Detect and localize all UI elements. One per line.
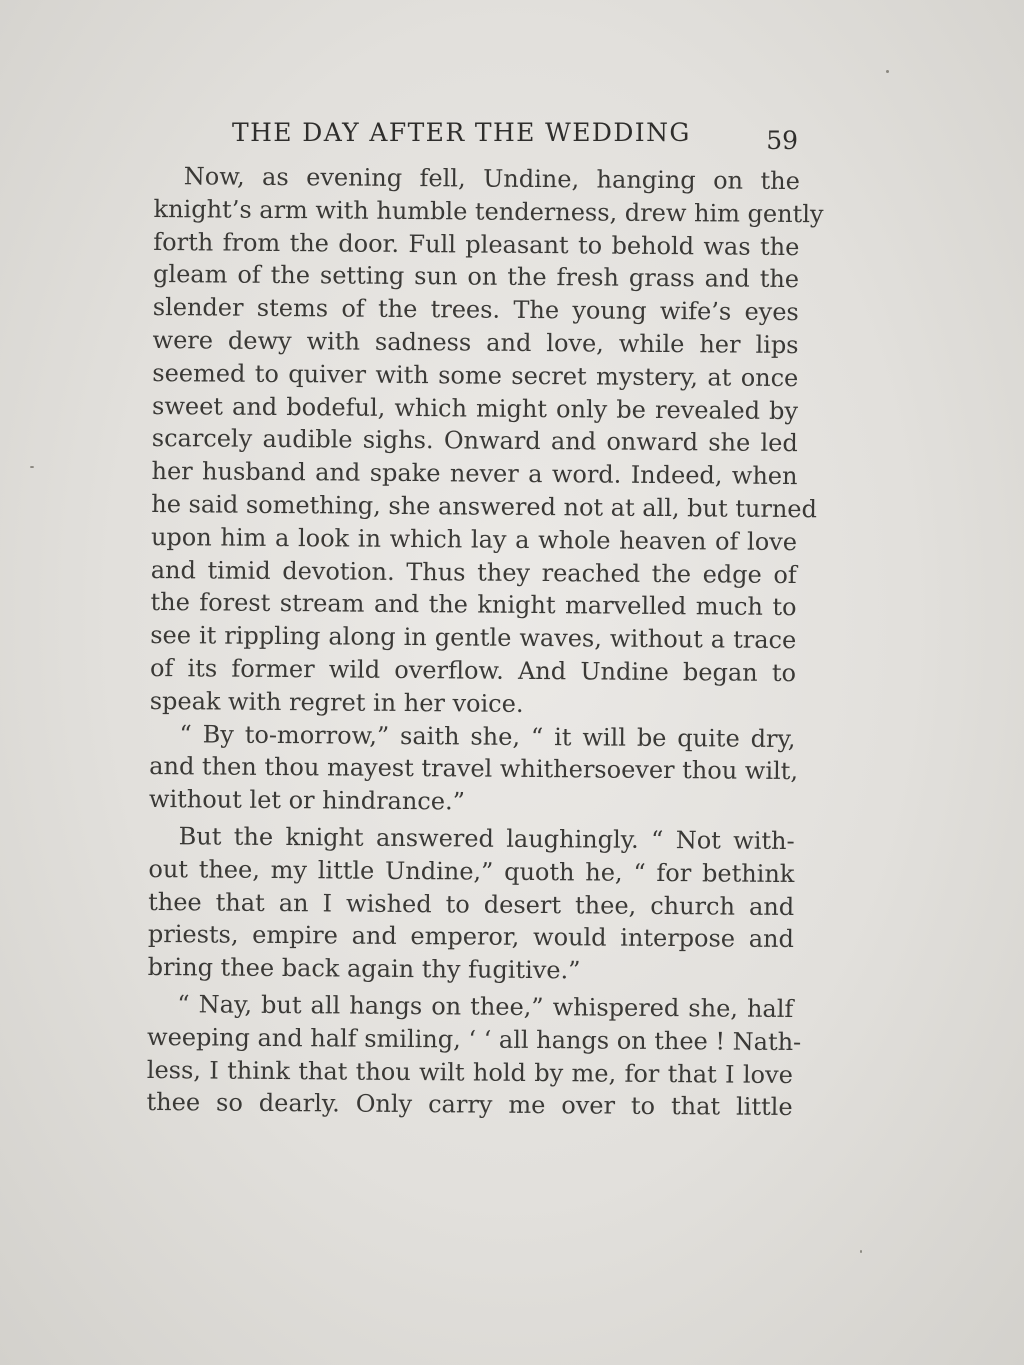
running-head: THE DAY AFTER THE WEDDING [232, 118, 691, 147]
text-line: sweet and bodeful, which might only be revealed by [151, 391, 799, 425]
text-line: “ By to-morrow,” saith she, “ it will be quite dry, [179, 719, 796, 753]
text-line: “ Nay, but all hangs on thee,” whispered she, half [177, 990, 794, 1023]
page-header [232, 118, 804, 158]
text-line: and then thou mayest travel whithersoever thou wilt, [149, 752, 799, 786]
text-line: gleam of the setting sun on the fresh grass and the [152, 260, 800, 294]
text-line: thee that an I wished to desert thee, church and [148, 887, 795, 921]
text-line: slender stems of the trees. The young wife’s eyes [152, 293, 799, 327]
text-line: and timid devotion. Thus they reached the edge of [150, 555, 797, 589]
text-line: Now, as evening fell, Undine, hanging on the [183, 162, 800, 196]
text-line: the forest stream and the knight marvelled much to [150, 588, 797, 622]
text-line: scarcely audible sighs. Onward and onward she led [151, 424, 798, 458]
text-line: her husband and spake never a word. Indeed, when [151, 457, 798, 491]
text-line: see it rippling along in gentle waves, without a trace [150, 621, 797, 655]
text-line: knight’s arm with humble tenderness, drew him gently [153, 194, 824, 229]
text-line: bring thee back again thy fugitive.” [147, 953, 581, 985]
page-number: 59 [766, 126, 798, 155]
text-line: without let or hindrance.” [148, 785, 466, 816]
body-text [146, 160, 824, 1124]
text-line: less, I think that thou wilt hold by me, for that I love [146, 1055, 793, 1089]
text-line: of its former wild overflow. And Undine began to [149, 653, 797, 688]
text-line: forth from the door. Full pleasant to behold was the [153, 227, 800, 261]
text-line: out thee, my little Undine,” quoth he, “ for bethink [148, 854, 795, 888]
text-line: were dewy with sadness and love, while her lips [152, 325, 799, 360]
text-line: speak with regret in her voice. [149, 686, 524, 718]
text-line: But the knight answered laughingly. “ Not with- [178, 822, 795, 855]
text-line: weeping and half smiling, ‘ ‘ all hangs on thee ! Nath- [147, 1022, 802, 1056]
paper-speck [886, 70, 889, 73]
text-line: priests, empire and emperor, would interpose and [147, 920, 795, 954]
text-line: upon him a look in which lay a whole heaven of love [150, 522, 798, 556]
paper-speck [860, 1250, 862, 1253]
text-line: thee so dearly. Only carry me over to that little [146, 1088, 793, 1122]
text-line: seemed to quiver with some secret mystery, at once [152, 358, 799, 392]
paper-speck [30, 466, 34, 468]
text-line: he said something, she answered not at all, but turned [151, 489, 818, 524]
